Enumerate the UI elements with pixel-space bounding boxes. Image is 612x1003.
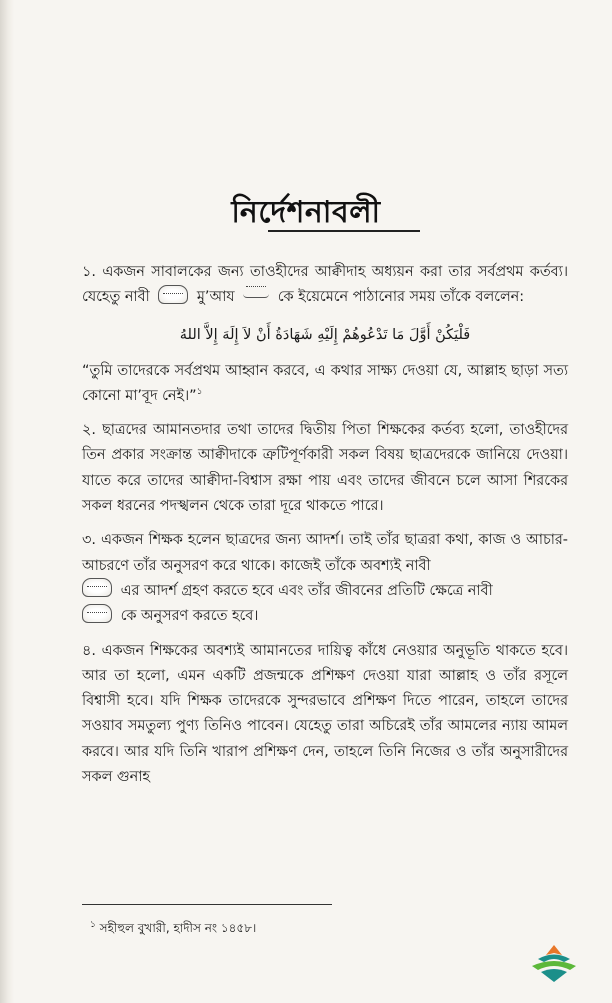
title-underline <box>268 230 420 232</box>
paragraph-1-quote <box>82 359 568 410</box>
salawat-calligraphy-icon <box>158 285 188 304</box>
page-binding-edge <box>0 0 14 1003</box>
footnote-divider <box>82 904 332 905</box>
arabic-hadith-text: فَلْيَكُنْ أَوَّلَ مَا تَدْعُوهُمْ إِلَيْهِ شَهَادَةُ أَنْ لاَ إِلَهَ إِلاَّ اللهُ <box>179 326 471 343</box>
main-content <box>82 260 568 790</box>
radiallahu-anhu-calligraphy-icon <box>243 282 269 298</box>
footnote-text: সহীহুল বুখারী, হাদীস নং ১৪৫৮। <box>99 921 257 935</box>
paragraph-3-text-a: ৩. একজন শিক্ষক হলেন ছাত্রদের জন্য আদর্শ। তাই তাঁর ছাত্ররা কথা, কাজ ও আচার-আচরণে তাঁর অনুসরণ করে থাকে। কাজেই তাঁকে অবশ্যই নাবী <box>82 532 568 574</box>
footnote-reference: ১ <box>196 387 203 398</box>
paragraph-3-text-c: কে অনুসরণ করতে হবে। <box>120 608 259 625</box>
publisher-logo-icon <box>528 942 580 984</box>
paragraph-1-text-c: কে ইয়েমেনে পাঠানোর সময় তাঁকে বললেন: <box>277 289 525 306</box>
paragraph-2: ২. ছাত্রদের আমানতদার তথা তাদের দ্বিতীয় পিতা শিক্ষকের কর্তব্য হলো, তাওহীদের তিন প্রকার সংক্রান্ত আক্বীদাকে ত্রুটিপূর্ণকারী সকল বিষয় ছাত্রদেরকে জানিয়ে দেওয়া। যাতে করে তাদের আক্বীদা-বিশ্বাস রক্ষা পায় এবং তাদের জীবনে চলে আসা শিরকের সকল ধরনের পদস্খলন থেকে তারা দূরে থাকতে পারে। <box>82 422 568 515</box>
page-title: নির্দেশনাবলী <box>231 195 381 230</box>
hadith-translation: “তুমি তাদেরকে সর্বপ্রথম আহ্বান করবে, এ কথার সাক্ষ্য দেওয়া যে, আল্লাহ ছাড়া সত্য কোনো মা’বূদ নেই।” <box>82 362 568 404</box>
paragraph-1 <box>82 260 568 311</box>
paragraph-4: ৪. একজন শিক্ষকের অবশ্যই আমানতের দায়িত্ব কাঁধে নেওয়ার অনুভূতি থাকতে হবে। আর তা হলো, এমন একটি প্রজন্মকে প্রশিক্ষণ দেওয়া যারা আল্লাহ ও তাঁর রসূলে বিশ্বাসী হবে। যদি শিক্ষক তাদেরকে সুন্দরভাবে প্রশিক্ষণ দিতে পারেন, তাহলে তাদের সওয়াব সমতুল্য পুণ্য তিনিও পাবেন। যেহেতু তারা অচিরেই তাঁর আমলের ন্যায় আমল করবে। আর যদি তিনি খারাপ প্রশিক্ষণ দেন, তাহলে তিনি নিজের ও তাঁর অনুসারীদের সকল গুনাহ <box>82 642 568 786</box>
paragraph-3-text-b: এর আদর্শ গ্রহণ করতে হবে এবং তাঁর জীবনের প্রতিটি ক্ষেত্রে নাবী <box>120 582 493 599</box>
salawat-calligraphy-icon <box>82 578 112 597</box>
paragraph-3 <box>82 528 568 629</box>
paragraph-1-text-b: মু’আয <box>196 289 235 306</box>
paragraph-1-text-a: ১. একজন সাবালকের জন্য তাওহীদের আক্বীদাহ অধ্যয়ন করা তার সর্বপ্রথম কর্তব্য। যেহেতু নাবী <box>82 264 568 306</box>
footnote <box>90 919 256 937</box>
salawat-calligraphy-icon <box>82 604 112 623</box>
footnote-mark: ১ <box>90 920 96 930</box>
